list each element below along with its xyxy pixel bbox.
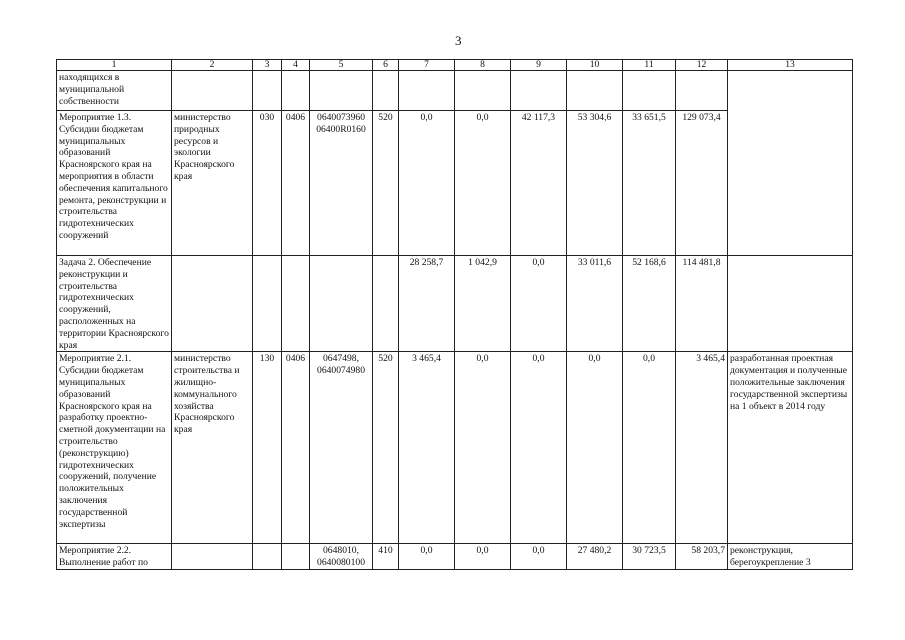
amount: 0,0 [567,352,623,544]
amount: 42 117,3 [511,111,567,256]
amount: 0,0 [511,352,567,544]
column-number: 9 [511,60,567,71]
rzpr-code [282,544,310,570]
recipient [172,544,253,570]
csr-code: 0640073960 06400R0160 [310,111,373,256]
grbs-code [253,71,282,111]
amount: 52 168,6 [623,256,676,352]
amount: 27 480,2 [567,544,623,570]
amount: 0,0 [511,544,567,570]
column-number: 1 [57,60,172,71]
column-number-row [57,60,853,71]
expected-result [728,71,853,111]
amount: 1 042,9 [455,256,511,352]
csr-code: 0647498, 0640074980 [310,352,373,544]
column-number: 7 [399,60,455,71]
table-row [57,352,853,544]
column-number: 10 [567,60,623,71]
amount: 3 465,4 [676,352,728,544]
measure-name: Мероприятие 2.1. Субсидии бюджетам муниципальных образований Красноярского края на разработку проектно-сметной документации на строительство (реконструкцию) гидротехнических сооружений, получение положительных заключения государственной экспертизы [57,352,172,544]
recipient [172,256,253,352]
amount [567,71,623,111]
column-number: 3 [253,60,282,71]
amount [455,71,511,111]
expected-result [728,256,853,352]
amount [676,71,728,111]
recipient: министерство природных ресурсов и экологии Красноярского края [172,111,253,256]
amount: 53 304,6 [567,111,623,256]
rzpr-code: 0406 [282,352,310,544]
amount: 58 203,7 [676,544,728,570]
rzpr-code: 0406 [282,111,310,256]
measure-name: Мероприятие 2.2. Выполнение работ по [57,544,172,570]
column-number: 2 [172,60,253,71]
column-number: 11 [623,60,676,71]
column-number: 5 [310,60,373,71]
vr-code: 520 [373,352,399,544]
amount: 129 073,4 [676,111,728,256]
amount: 0,0 [399,111,455,256]
recipient [172,71,253,111]
measure-name: Мероприятие 1.3. Субсидии бюджетам муниципальных образований Красноярского края на мероприятия в области обеспечения капитального ремонта, реконструкции и строительства гидротехнических сооружений [57,111,172,256]
grbs-code: 030 [253,111,282,256]
vr-code [373,71,399,111]
amount: 33 011,6 [567,256,623,352]
measure-name: находящихся в муниципальной собственности [57,71,172,111]
grbs-code [253,256,282,352]
amount [623,71,676,111]
vr-code [373,256,399,352]
expected-result: разработанная проектная документация и полученные положительные заключения государственной экспертизы на 1 объект в 2014 году [728,352,853,544]
expected-result [728,111,853,256]
table-row [57,71,853,111]
amount: 33 651,5 [623,111,676,256]
vr-code: 410 [373,544,399,570]
table-row [57,111,853,256]
amount [511,71,567,111]
vr-code: 520 [373,111,399,256]
recipient: министерство строительства и жилищно-коммунального хозяйства Красноярского края [172,352,253,544]
column-number: 13 [728,60,853,71]
table-row [57,544,853,570]
csr-code: 0648010, 0640080100 [310,544,373,570]
amount: 0,0 [511,256,567,352]
amount: 28 258,7 [399,256,455,352]
grbs-code [253,544,282,570]
task-name: Задача 2. Обеспечение реконструкции и строительства гидротехнических сооружений, расположенных на территории Красноярского края [57,256,172,352]
amount: 0,0 [455,352,511,544]
grbs-code: 130 [253,352,282,544]
csr-code [310,256,373,352]
column-number: 4 [282,60,310,71]
amount: 0,0 [399,544,455,570]
budget-table [56,59,853,570]
csr-code [310,71,373,111]
column-number: 8 [455,60,511,71]
expected-result: реконструкция, берегоукрепление 3 [728,544,853,570]
column-number: 6 [373,60,399,71]
amount: 0,0 [455,111,511,256]
amount: 114 481,8 [676,256,728,352]
amount: 0,0 [623,352,676,544]
rzpr-code [282,71,310,111]
rzpr-code [282,256,310,352]
page-number: 3 [455,33,462,48]
amount: 0,0 [455,544,511,570]
amount: 30 723,5 [623,544,676,570]
amount: 3 465,4 [399,352,455,544]
amount [399,71,455,111]
column-number: 12 [676,60,728,71]
table-row [57,256,853,352]
